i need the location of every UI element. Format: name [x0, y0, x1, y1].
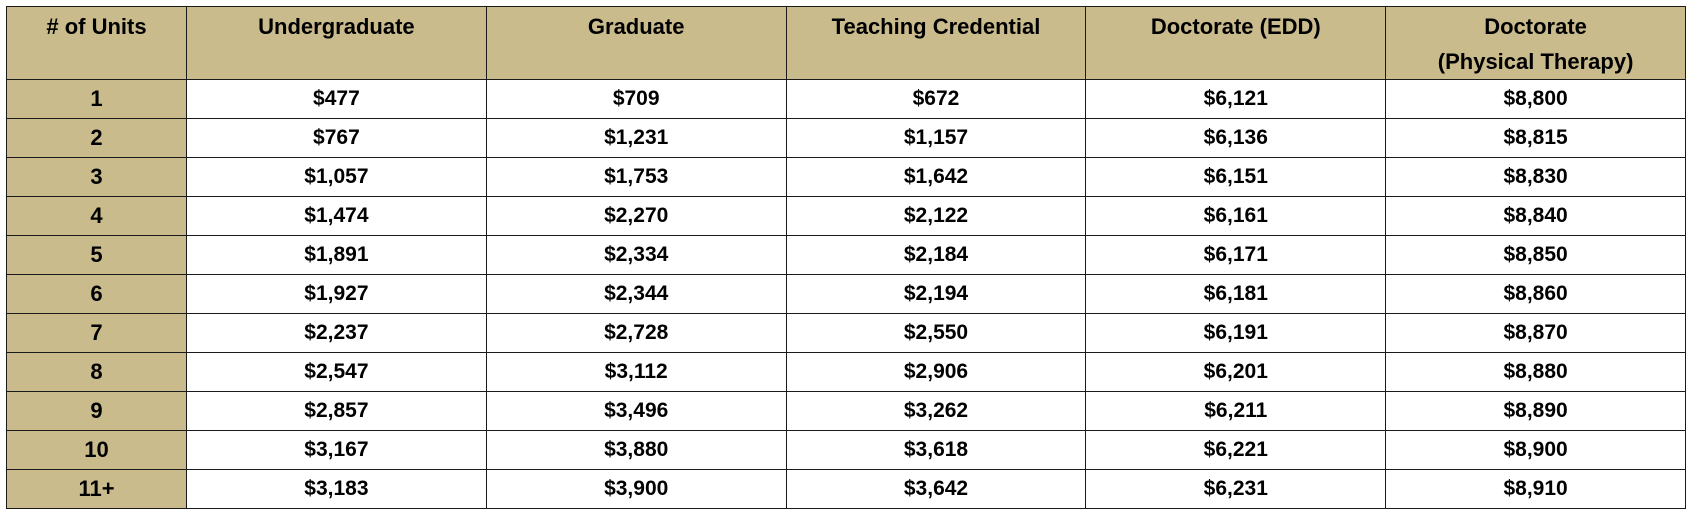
units-cell: 7: [7, 314, 187, 353]
units-cell: 5: [7, 236, 187, 275]
fee-table-wrapper: [6, 6, 1688, 509]
fee-cell-graduate: $2,344: [486, 275, 786, 314]
table-row: [7, 275, 1686, 314]
fee-cell-doctorate-edd: $6,121: [1086, 80, 1386, 119]
fee-cell-graduate: $3,496: [486, 392, 786, 431]
fee-cell-teaching-credential: $2,194: [786, 275, 1086, 314]
fee-cell-teaching-credential: $1,157: [786, 119, 1086, 158]
table-row: [7, 197, 1686, 236]
fee-cell-doctorate-pt: $8,815: [1386, 119, 1686, 158]
column-header-text: (Physical Therapy): [1437, 49, 1634, 74]
fee-cell-doctorate-edd: $6,191: [1086, 314, 1386, 353]
fee-cell-teaching-credential: $2,550: [786, 314, 1086, 353]
column-header-teaching-credential: [786, 7, 1086, 80]
table-row: [7, 158, 1686, 197]
fee-table: [6, 6, 1686, 509]
fee-cell-teaching-credential: $3,262: [786, 392, 1086, 431]
column-header-units: [7, 7, 187, 80]
fee-cell-graduate: $1,753: [486, 158, 786, 197]
column-header-doctorate-pt: [1386, 7, 1686, 80]
fee-cell-graduate: $3,112: [486, 353, 786, 392]
column-header-text: Doctorate (EDD): [1150, 14, 1321, 39]
fee-cell-doctorate-pt: $8,830: [1386, 158, 1686, 197]
fee-cell-teaching-credential: $2,122: [786, 197, 1086, 236]
fee-cell-undergraduate: $2,237: [187, 314, 487, 353]
fee-cell-undergraduate: $767: [187, 119, 487, 158]
table-row: [7, 392, 1686, 431]
fee-table-body: [7, 80, 1686, 509]
header-row: [7, 7, 1686, 80]
fee-cell-doctorate-pt: $8,850: [1386, 236, 1686, 275]
fee-cell-doctorate-pt: $8,910: [1386, 470, 1686, 509]
fee-cell-undergraduate: $2,547: [187, 353, 487, 392]
fee-cell-teaching-credential: $2,906: [786, 353, 1086, 392]
units-cell: 3: [7, 158, 187, 197]
table-row: [7, 236, 1686, 275]
table-row: [7, 80, 1686, 119]
fee-cell-doctorate-edd: $6,221: [1086, 431, 1386, 470]
column-header-graduate: [486, 7, 786, 80]
fee-cell-doctorate-edd: $6,181: [1086, 275, 1386, 314]
fee-cell-doctorate-pt: $8,900: [1386, 431, 1686, 470]
column-header-text: Undergraduate: [258, 14, 415, 39]
table-row: [7, 353, 1686, 392]
fee-table-header: [7, 7, 1686, 80]
fee-cell-doctorate-pt: $8,860: [1386, 275, 1686, 314]
column-header-text: Graduate: [587, 14, 685, 39]
fee-cell-doctorate-edd: $6,151: [1086, 158, 1386, 197]
units-cell: 2: [7, 119, 187, 158]
fee-cell-graduate: $2,728: [486, 314, 786, 353]
table-row: [7, 470, 1686, 509]
fee-cell-graduate: $2,270: [486, 197, 786, 236]
fee-cell-doctorate-pt: $8,880: [1386, 353, 1686, 392]
fee-cell-undergraduate: $1,891: [187, 236, 487, 275]
fee-cell-teaching-credential: $1,642: [786, 158, 1086, 197]
table-row: [7, 119, 1686, 158]
fee-cell-graduate: $2,334: [486, 236, 786, 275]
fee-cell-doctorate-edd: $6,201: [1086, 353, 1386, 392]
units-cell: 8: [7, 353, 187, 392]
column-header-text: Teaching Credential: [831, 14, 1041, 39]
fee-cell-undergraduate: $1,057: [187, 158, 487, 197]
fee-cell-doctorate-edd: $6,231: [1086, 470, 1386, 509]
fee-cell-doctorate-pt: $8,890: [1386, 392, 1686, 431]
fee-cell-graduate: $709: [486, 80, 786, 119]
fee-cell-doctorate-pt: $8,800: [1386, 80, 1686, 119]
fee-cell-doctorate-pt: $8,840: [1386, 197, 1686, 236]
fee-cell-undergraduate: $1,927: [187, 275, 487, 314]
fee-cell-undergraduate: $477: [187, 80, 487, 119]
fee-cell-teaching-credential: $672: [786, 80, 1086, 119]
column-header-text: Doctorate: [1484, 14, 1587, 39]
fee-cell-undergraduate: $3,167: [187, 431, 487, 470]
fee-cell-doctorate-edd: $6,171: [1086, 236, 1386, 275]
column-header-undergraduate: [187, 7, 487, 80]
fee-cell-doctorate-edd: $6,161: [1086, 197, 1386, 236]
fee-cell-doctorate-edd: $6,136: [1086, 119, 1386, 158]
units-cell: 4: [7, 197, 187, 236]
fee-cell-undergraduate: $3,183: [187, 470, 487, 509]
units-cell: 9: [7, 392, 187, 431]
fee-cell-teaching-credential: $3,642: [786, 470, 1086, 509]
column-header-text: # of Units: [46, 14, 147, 39]
units-cell: 11+: [7, 470, 187, 509]
units-cell: 1: [7, 80, 187, 119]
units-cell: 10: [7, 431, 187, 470]
fee-cell-graduate: $3,900: [486, 470, 786, 509]
table-row: [7, 431, 1686, 470]
fee-cell-graduate: $1,231: [486, 119, 786, 158]
fee-cell-doctorate-pt: $8,870: [1386, 314, 1686, 353]
units-cell: 6: [7, 275, 187, 314]
fee-cell-undergraduate: $2,857: [187, 392, 487, 431]
fee-cell-teaching-credential: $2,184: [786, 236, 1086, 275]
fee-cell-undergraduate: $1,474: [187, 197, 487, 236]
table-row: [7, 314, 1686, 353]
fee-cell-doctorate-edd: $6,211: [1086, 392, 1386, 431]
fee-cell-teaching-credential: $3,618: [786, 431, 1086, 470]
column-header-doctorate-edd: [1086, 7, 1386, 80]
fee-cell-graduate: $3,880: [486, 431, 786, 470]
